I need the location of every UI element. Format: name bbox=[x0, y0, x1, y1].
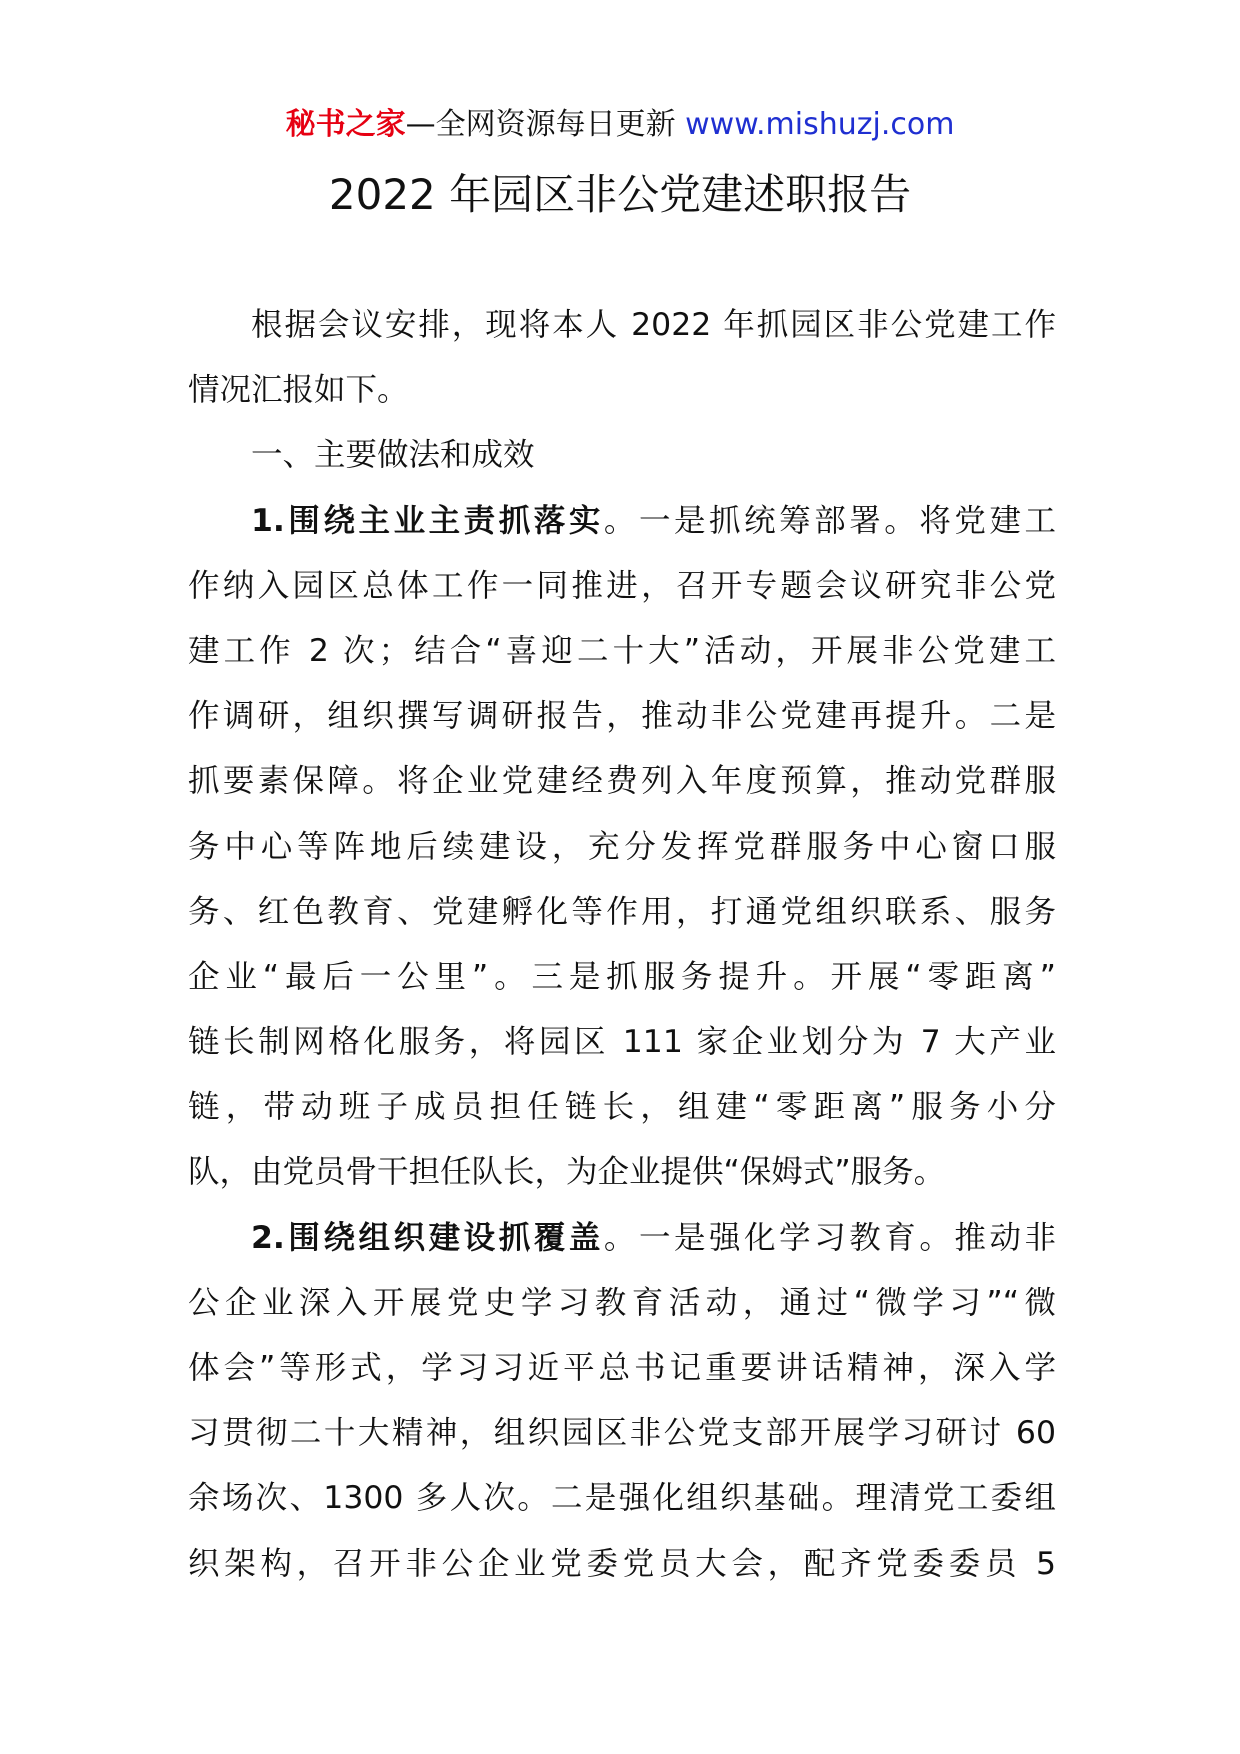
subsection-heading: 1.围绕主业主责抓落实 bbox=[251, 502, 604, 539]
paragraph-line: 务、红色教育、党建孵化等作用，打通党组织联系、服务 bbox=[188, 893, 1056, 930]
document-body bbox=[188, 293, 1056, 1597]
paragraph-line: 作纳入园区总体工作一同推进，召开专题会议研究非公党 bbox=[188, 567, 1056, 604]
paragraph-line: 队，由党员骨干担任队长，为企业提供“保姆式”服务。 bbox=[188, 1154, 946, 1191]
paragraph-line: 抓要素保障。将企业党建经费列入年度预算，推动党群服 bbox=[188, 763, 1056, 800]
site-url-link[interactable]: www.mishuzj.com bbox=[685, 107, 955, 142]
header-tagline: —全网资源每日更新 bbox=[405, 107, 676, 142]
site-header bbox=[0, 103, 1240, 147]
paragraph-line: 习贯彻二十大精神，组织园区非公党支部开展学习研讨 60 bbox=[188, 1415, 1056, 1452]
paragraph-line: 企业“最后一公里”。三是抓服务提升。开展“零距离” bbox=[188, 958, 1056, 995]
paragraph-line-text: 。一是抓统筹部署。将党建工 bbox=[603, 502, 1056, 539]
paragraph-line: 余场次、1300 多人次。二是强化组织基础。理清党工委组 bbox=[188, 1480, 1056, 1517]
paragraph-line-text: 。一是强化学习教育。推动非 bbox=[603, 1219, 1056, 1256]
paragraph-line: 建工作 2 次；结合“喜迎二十大”活动，开展非公党建工 bbox=[188, 632, 1056, 669]
paragraph-line: 织架构，召开非公企业党委党员大会，配齐党委委员 5 bbox=[188, 1545, 1056, 1582]
paragraph-line: 务中心等阵地后续建设，充分发挥党群服务中心窗口服 bbox=[188, 828, 1056, 865]
subsection-heading: 2.围绕组织建设抓覆盖 bbox=[251, 1219, 604, 1256]
paragraph-line: 链，带动班子成员担任链长，组建“零距离”服务小分 bbox=[188, 1089, 1056, 1126]
paragraph-line: 作调研，组织撰写调研报告，推动非公党建再提升。二是 bbox=[188, 698, 1056, 735]
paragraph-line: 链长制网格化服务，将园区 111 家企业划分为 7 大产业 bbox=[188, 1024, 1056, 1061]
paragraph-line: 根据会议安排，现将本人 2022 年抓园区非公党建工作 bbox=[251, 307, 1056, 343]
paragraph-line: 情况汇报如下。 bbox=[188, 372, 409, 409]
document-title: 2022 年园区非公党建述职报告 bbox=[328, 170, 912, 219]
paragraph-line: 体会”等形式，学习习近平总书记重要讲话精神，深入学 bbox=[188, 1350, 1056, 1386]
paragraph-line: 公企业深入开展党史学习教育活动，通过“微学习”“微 bbox=[188, 1284, 1056, 1321]
paragraph-line bbox=[188, 1206, 1056, 1271]
section-heading: 一、主要做法和成效 bbox=[251, 437, 535, 474]
brand-name: 秘书之家 bbox=[285, 107, 406, 142]
paragraph-line bbox=[188, 489, 1056, 554]
